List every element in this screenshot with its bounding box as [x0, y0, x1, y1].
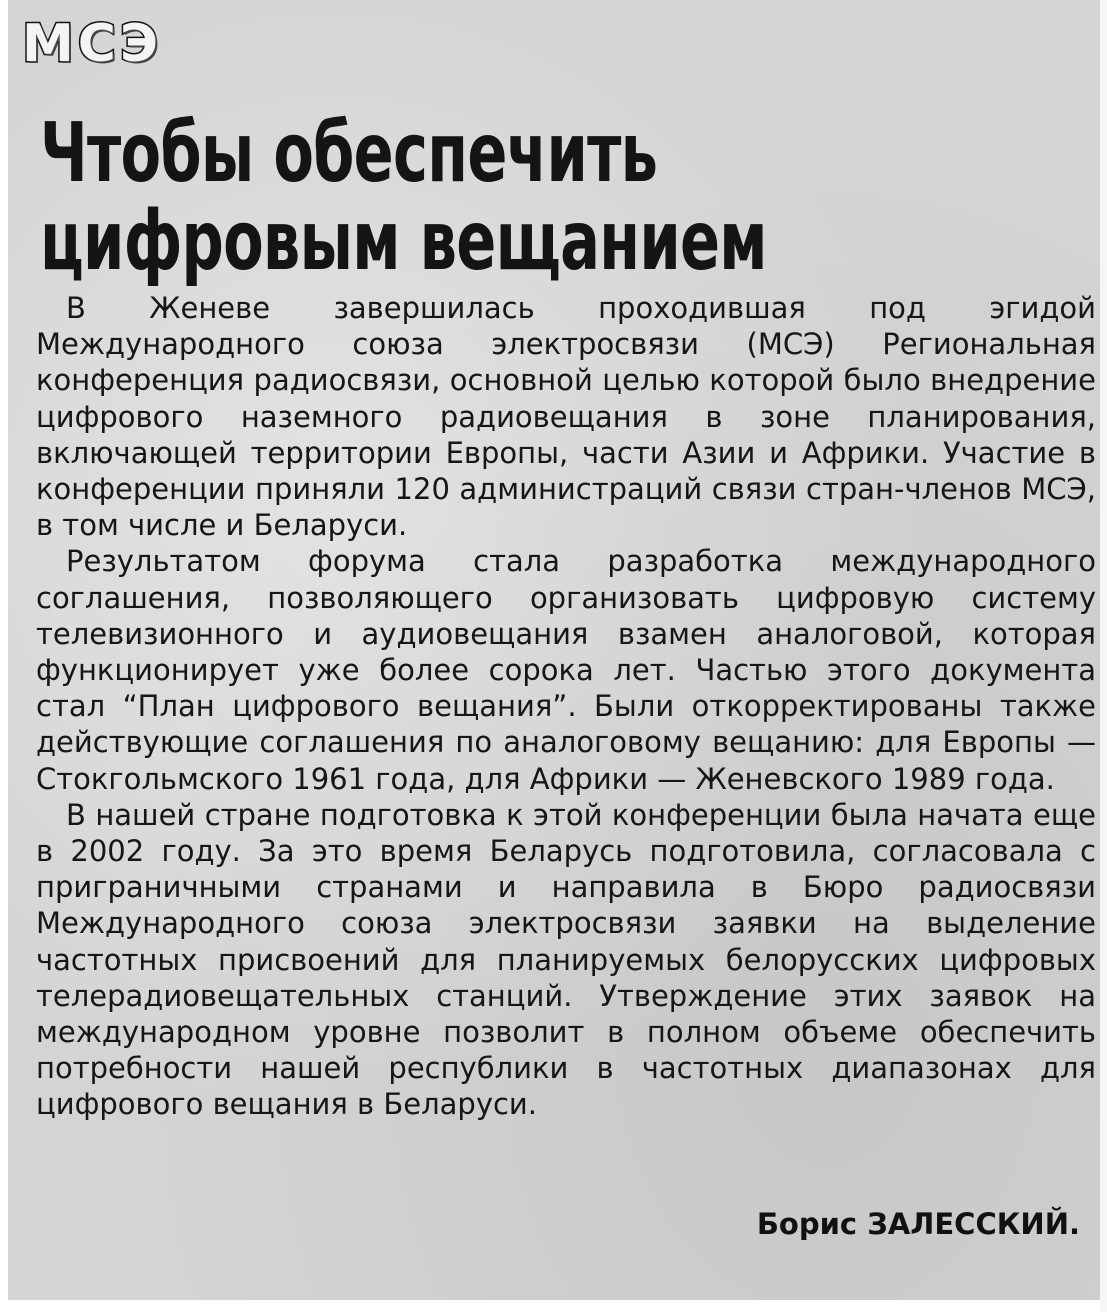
article-paragraph-3: В нашей стране подготовка к этой конференции была начата еще в 2002 году. За это время Беларусь подготовила, согласовала с приграничными странами и направила в Бюро радиосвязи Международного союза электросвязи заявки на выделение частотных присвоений для планируемых белорусских цифровых телерадиовещательных станций. Утверждение этих заявок на международном уровне позволит в полном объеме обеспечить потребности нашей республики в частотных диапазонах для цифрового вещания в Беларуси.: [36, 797, 1096, 1122]
article-paragraph-2: Результатом форума стала разработка международного соглашения, позволяющего организовать цифровую систему телевизионного и аудиовещания взамен аналоговой, которая функционирует уже более сорока лет. Частью этого документа стал “План цифрового вещания”. Были откорректированы также действующие соглашения по аналоговому вещанию: для Европы — Стокгольмского 1961 года, для Африки — Женевского 1989 года.: [36, 544, 1096, 796]
author-byline: Борис ЗАЛЕССКИЙ.: [756, 1207, 1080, 1241]
article-body: [36, 290, 1096, 1123]
article-paragraph-1: В Женеве завершилась проходившая под эгидой Международного союза электросвязи (МСЭ) Региональная конференция радиосвязи, основной целью которой было внедрение цифрового наземного радиовещания в зоне планирования, включающей территории Европы, части Азии и Африки. Участие в конференции приняли 120 администраций связи стран-членов МСЭ, в том числе и Беларуси.: [36, 291, 1096, 543]
rubric-label: МСЭ: [22, 14, 163, 74]
headline: [40, 106, 767, 289]
headline-line-1: Чтобы обеспечить: [40, 106, 658, 201]
newspaper-clipping: [8, 0, 1100, 1300]
headline-line-2: цифровым вещанием: [40, 194, 767, 289]
page-margin: [1100, 0, 1107, 1312]
